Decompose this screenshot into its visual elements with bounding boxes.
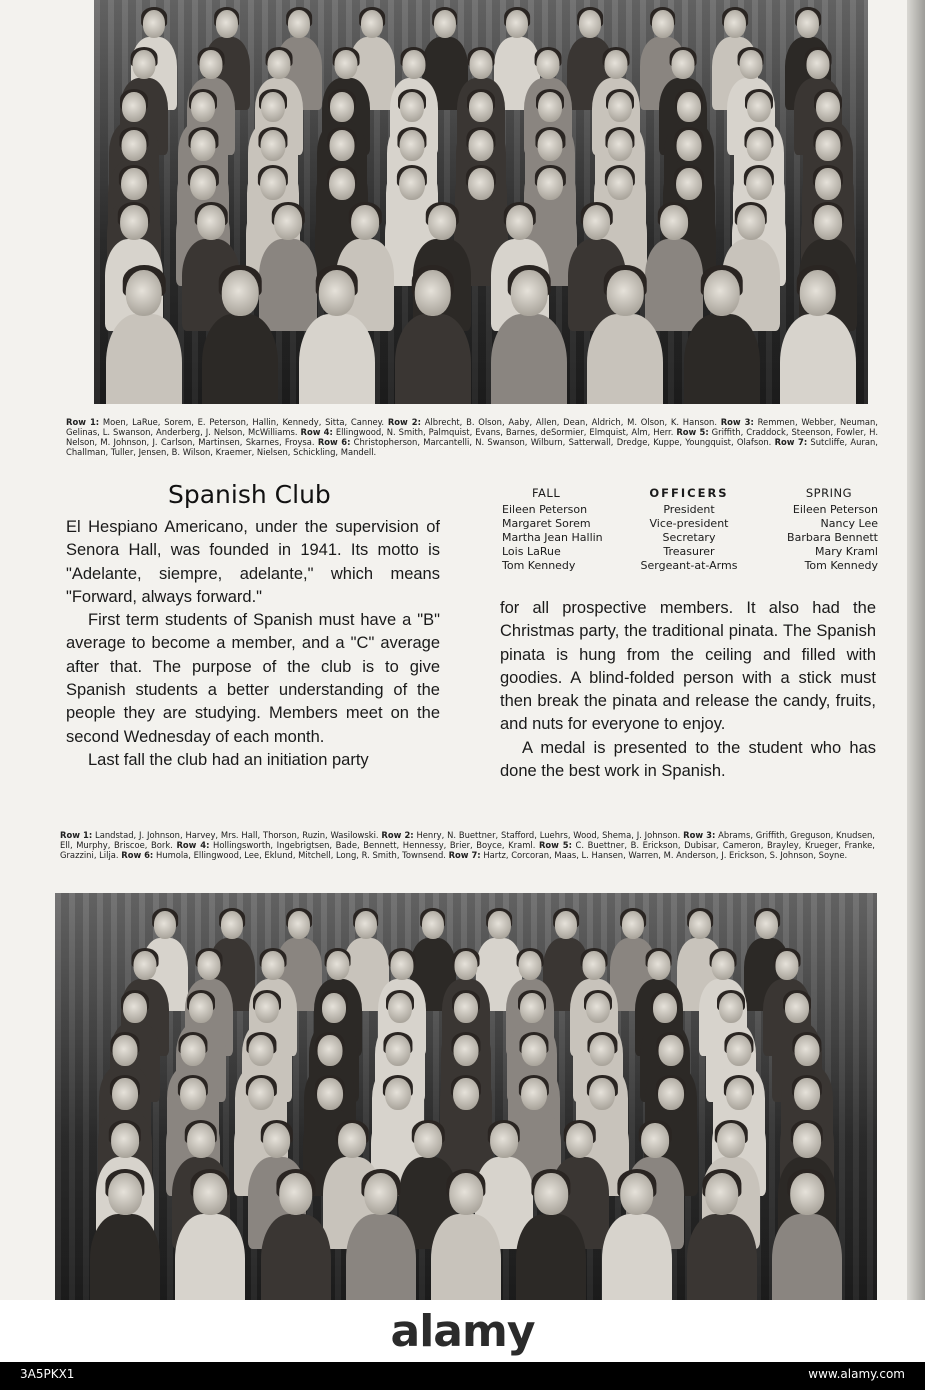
officer-role: Secretary xyxy=(662,531,716,544)
article-column-left xyxy=(66,516,440,772)
image-id-label: 3A5PKX1 xyxy=(20,1367,75,1381)
caption-row-label: Row 7: xyxy=(774,437,808,447)
page-title: Spanish Club xyxy=(168,480,331,509)
officers-table xyxy=(498,486,878,581)
officer-role: Sergeant-at-Arms xyxy=(640,559,738,572)
caption-row-label: Row 1: xyxy=(66,417,100,427)
article-paragraph: Last fall the club had an initiation party xyxy=(88,750,369,769)
caption-row-label: Row 6: xyxy=(317,437,351,447)
student-figure xyxy=(780,270,856,404)
caption-row-label: Row 4: xyxy=(300,427,333,437)
officer-role: President xyxy=(663,503,715,516)
caption-row-label: Row 1: xyxy=(60,830,93,840)
fall-heading: FALL xyxy=(532,486,561,500)
student-figure xyxy=(106,270,182,404)
caption-row-names: Hollingsworth, Ingebrigtsen, Bade, Bennett, Hennessy, Brier, Boyce, Kraml. xyxy=(209,840,539,850)
officers-spring-column xyxy=(787,486,878,573)
caption-row-label: Row 2: xyxy=(387,417,421,427)
student-figure xyxy=(202,270,278,404)
fall-officer-name: Lois LaRue xyxy=(502,545,561,558)
student-figure xyxy=(602,1173,672,1300)
article-paragraph: for all prospective members. It also had the Christmas party, the traditional pinata. The Spanish pinata is hung from the ceiling and filled with goodies. A blind-folded person with a stick must then break the pinata and release the candy, fruits, and nuts for everyone to enjoy. xyxy=(500,599,876,734)
caption-row-label: Row 5: xyxy=(676,427,709,437)
caption-row-names: Abrams, Griffith, Greguson, Knudsen, Ell, Murphy, Briscoe, Bork. xyxy=(60,830,875,850)
caption-row-names: Hartz, Corcoran, Maas, L. Hansen, Warren, M. Anderson, J. Erickson, S. Johnson, Soyne. xyxy=(480,850,848,860)
caption-row-names: Griffith, Craddock, Steenson, Fowler, H. Nelson, M. Johnson, J. Carlson, Martinsen, Skarnes, Froysa. xyxy=(66,427,878,447)
club-group-photo-top xyxy=(94,0,868,404)
student-figure xyxy=(772,1173,842,1300)
student-figure xyxy=(395,270,471,404)
spring-officer-name: Mary Kraml xyxy=(814,545,878,558)
student-figure xyxy=(90,1173,160,1300)
club-group-photo-bottom xyxy=(55,893,877,1300)
watermark-strip xyxy=(0,1362,925,1390)
fall-officer-name: Eileen Peterson xyxy=(502,503,588,516)
student-figure xyxy=(587,270,663,404)
spring-officer-name: Barbara Bennett xyxy=(787,531,878,544)
fall-officer-name: Margaret Sorem xyxy=(502,517,591,530)
student-figure xyxy=(346,1173,416,1300)
spring-heading: SPRING xyxy=(805,486,852,500)
stock-logo: alamy xyxy=(390,1306,535,1357)
caption-row-names: Ellingwood, N. Smith, Palmquist, Evans, Barnes, deSormier, Elmquist, Alm, Herr. xyxy=(332,427,677,437)
top-photo-caption xyxy=(66,417,878,457)
caption-row-names: Moen, LaRue, Sorem, E. Peterson, Hallin, Kennedy, Sitta, Canney. xyxy=(99,417,388,427)
caption-row-names: Sutcliffe, Auran, Challman, Tuller, Jensen, B. Wilson, Kraemer, Nielsen, Schickling, Mandell. xyxy=(66,437,878,457)
article-paragraph: El Hespiano Americano, under the supervision of Senora Hall, was founded in 1941. Its motto is "Adelante, siempre, adelante," which means "Forward, always forward." xyxy=(66,518,440,606)
student-figure xyxy=(684,270,760,404)
caption-row-label: Row 5: xyxy=(538,840,572,850)
student-figure xyxy=(431,1173,501,1300)
site-url-label[interactable]: www.alamy.com xyxy=(808,1367,905,1381)
fall-officer-name: Tom Kennedy xyxy=(502,559,576,572)
caption-row-label: Row 7: xyxy=(448,850,481,860)
officer-role: Treasurer xyxy=(663,545,715,558)
officer-role: Vice-president xyxy=(649,517,729,530)
officers-roles-column xyxy=(634,486,744,573)
bottom-photo-caption xyxy=(60,830,875,860)
page-edge-shadow xyxy=(907,0,925,1300)
caption-row-label: Row 3: xyxy=(720,417,754,427)
spring-officer-name: Eileen Peterson xyxy=(792,503,878,516)
caption-row-names: Albrecht, B. Olson, Aaby, Allen, Dean, Aldrich, M. Olson, K. Hanson. xyxy=(420,417,721,427)
caption-row-label: Row 4: xyxy=(176,840,210,850)
caption-row-names: Henry, N. Buettner, Stafford, Luehrs, Wood, Shema, J. Johnson. xyxy=(413,830,684,840)
article-column-right xyxy=(500,597,876,783)
officers-fall-column xyxy=(502,486,603,573)
caption-row-label: Row 2: xyxy=(381,830,414,840)
student-figure xyxy=(491,270,567,404)
spring-officer-name: Nancy Lee xyxy=(820,517,878,530)
student-figure xyxy=(175,1173,245,1300)
student-figure xyxy=(261,1173,331,1300)
caption-row-label: Row 3: xyxy=(683,830,716,840)
caption-row-names: Landstad, J. Johnson, Harvey, Mrs. Hall, Thorson, Ruzin, Wasilowski. xyxy=(92,830,382,840)
caption-row-names: Christopherson, Marcantelli, N. Swanson, Wilburn, Satterwall, Dredge, Kuppe, Youngquist, Olafson. xyxy=(350,437,775,447)
student-figure xyxy=(516,1173,586,1300)
student-figure xyxy=(299,270,375,404)
caption-row-names: C. Buettner, B. Erickson, Dubisar, Cameron, Brayley, Krueger, Franke, Grazzini, Lilja. xyxy=(60,840,875,860)
officers-heading: OFFICERS xyxy=(649,486,729,500)
article-paragraph: A medal is presented to the student who has done the best work in Spanish. xyxy=(500,738,876,781)
caption-row-names: Remmen, Webber, Neuman, Gelinas, L. Swanson, Anderberg, J. Nelson, McWilliams. xyxy=(66,417,878,437)
spring-officer-name: Tom Kennedy xyxy=(804,559,878,572)
fall-officer-name: Martha Jean Hallin xyxy=(502,531,603,544)
caption-row-names: Humola, Ellingwood, Lee, Eklund, Mitchell, Long, R. Smith, Townsend. xyxy=(153,850,449,860)
caption-row-label: Row 6: xyxy=(121,850,154,860)
student-figure xyxy=(687,1173,757,1300)
article-paragraph: First term students of Spanish must have a "B" average to become a member, and a "C" average after that. The purpose of the club is to give Spanish students a better understanding of the people they are studying. Members meet on the second Wednesday of each month. xyxy=(66,611,440,746)
